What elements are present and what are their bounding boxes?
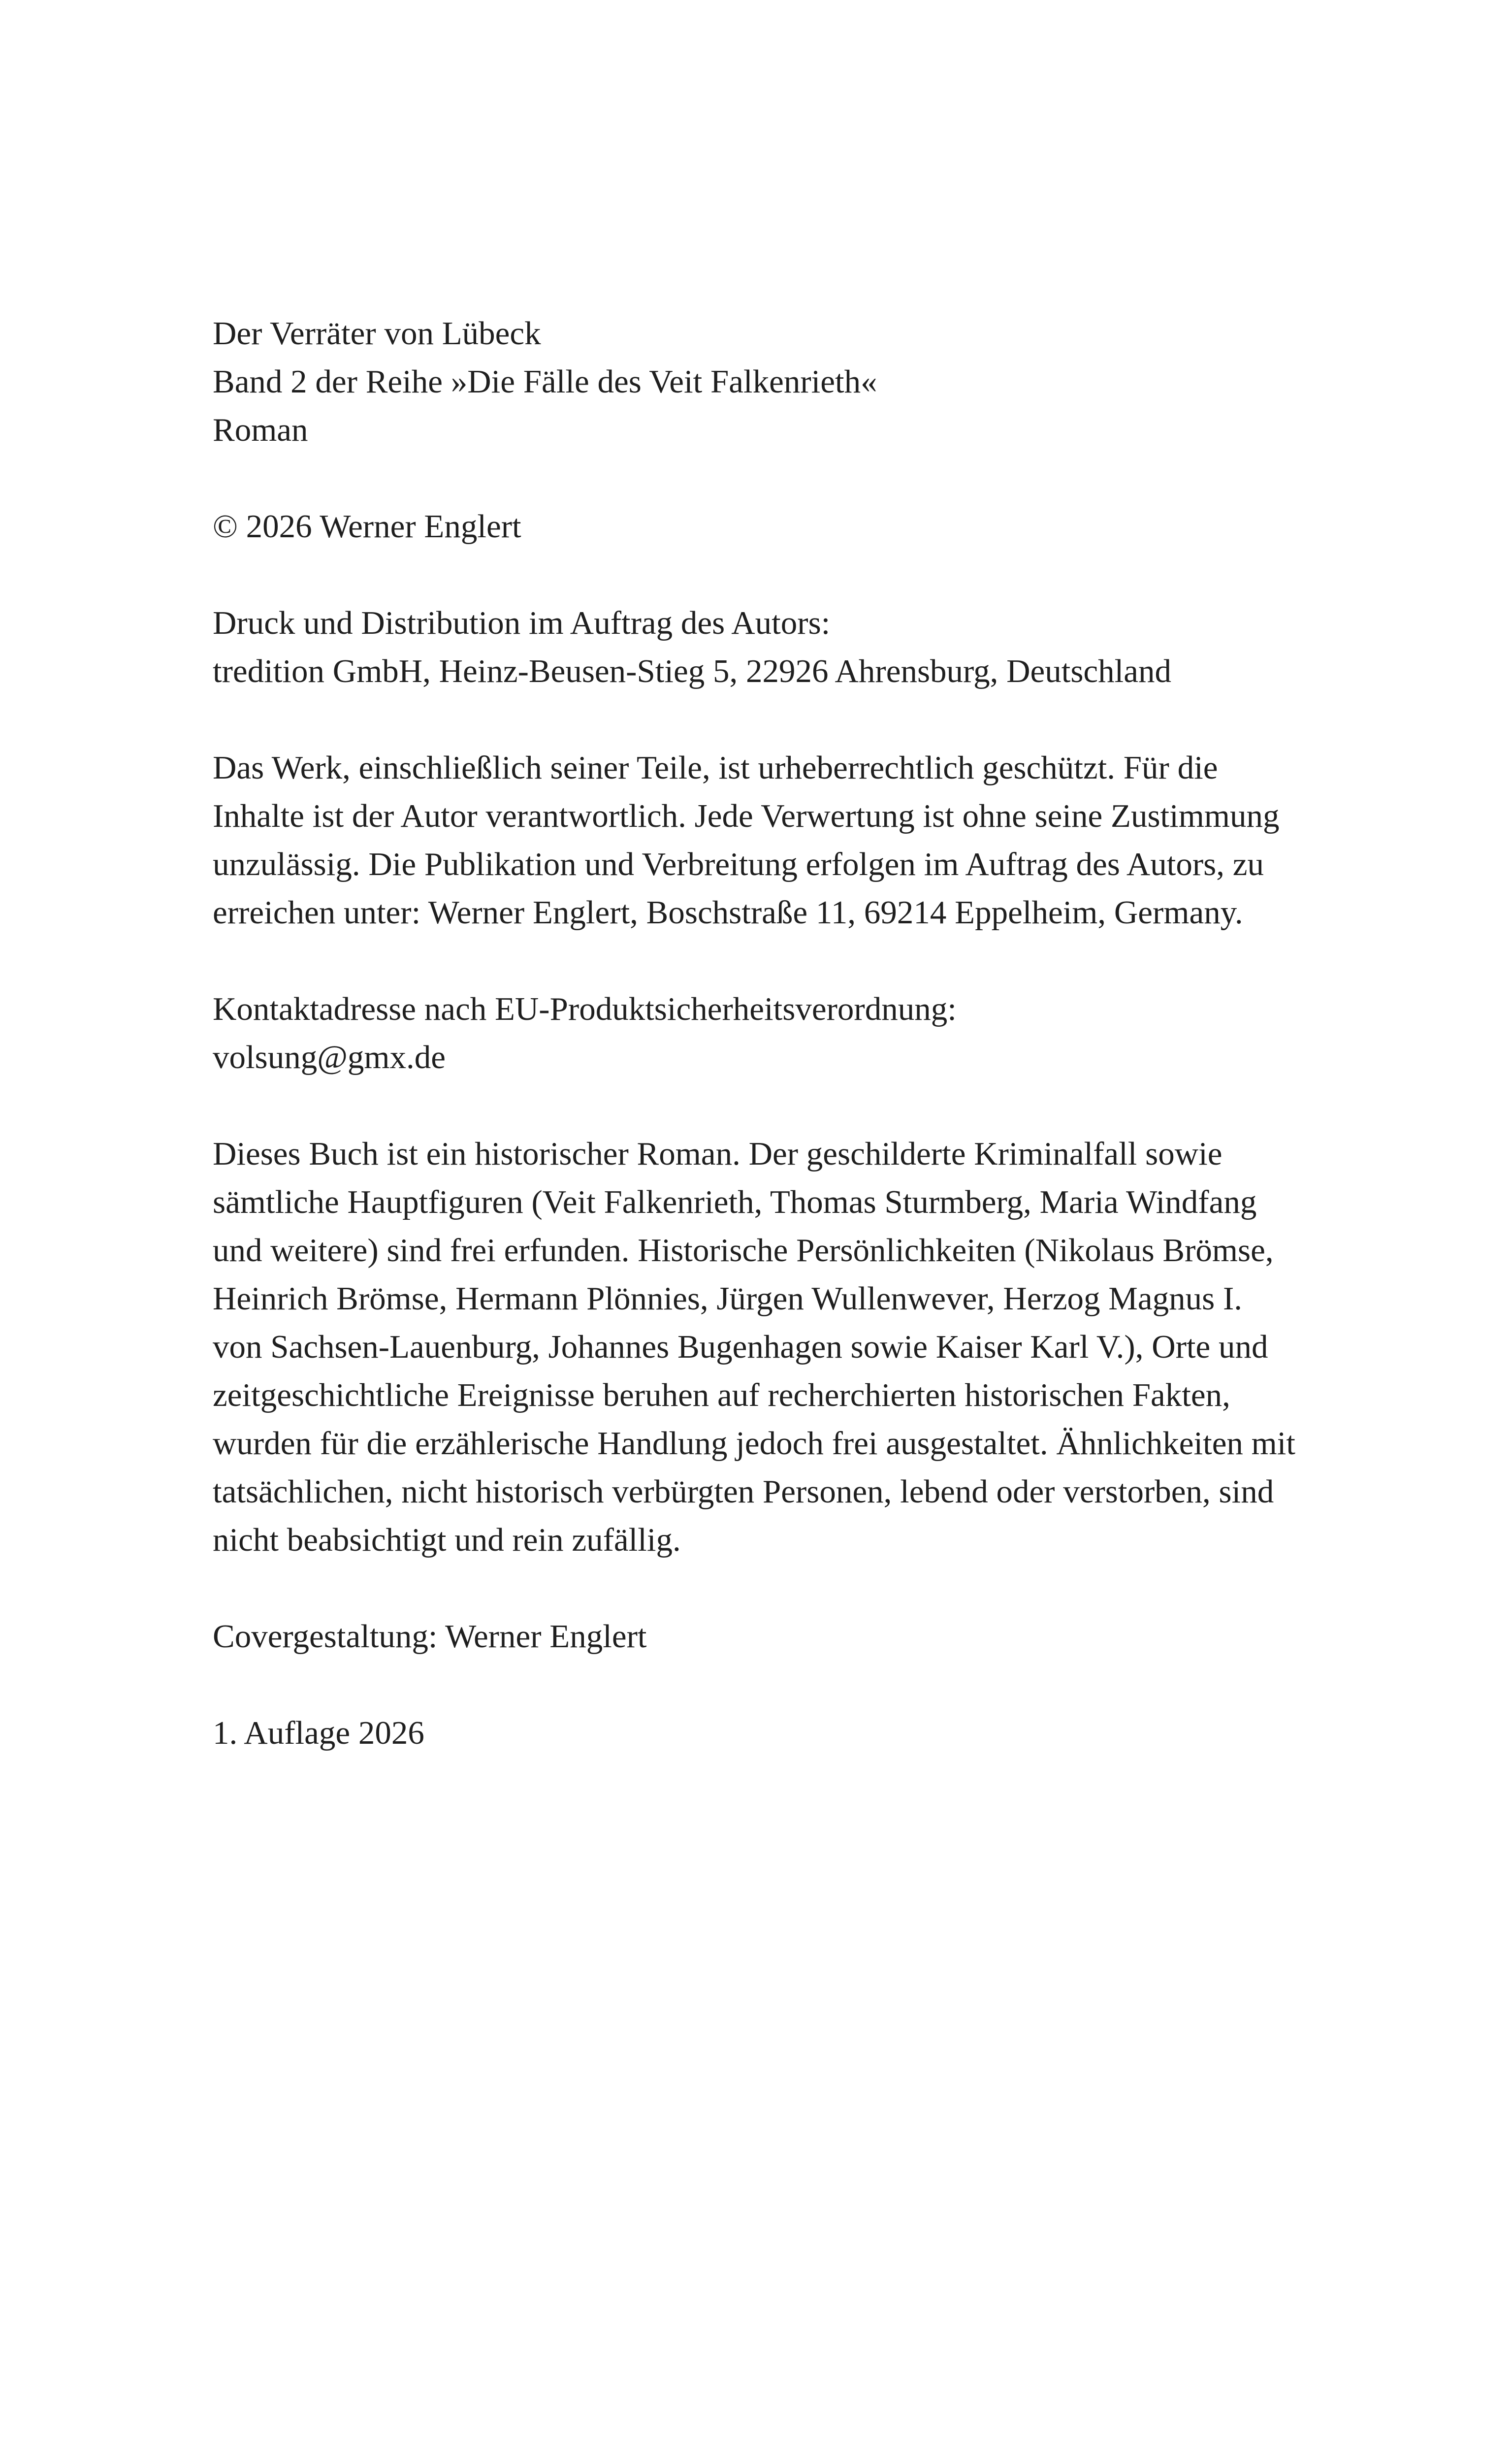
printing-block [213, 599, 1325, 695]
rights-block [213, 744, 1325, 937]
cover-credit-block [213, 1612, 1325, 1661]
book-title: Der Verräter von Lübeck [213, 315, 541, 352]
disclaimer-line: zeitgeschichtliche Ereignisse beruhen auf recherchierten historischen Fakten, [213, 1377, 1230, 1413]
rights-line: Inhalte ist der Autor verantwortlich. Jede Verwertung ist ohne seine Zustimmung [213, 798, 1280, 834]
edition-block [213, 1709, 1325, 1757]
disclaimer-line: wurden für die erzählerische Handlung jedoch frei ausgestaltet. Ähnlichkeiten mit [213, 1425, 1296, 1462]
copyright-block [213, 502, 1325, 551]
genre-line: Roman [213, 412, 308, 448]
contact-email: volsung@gmx.de [213, 1039, 446, 1075]
disclaimer-line: Heinrich Brömse, Hermann Plönnies, Jürgen Wullenwever, Herzog Magnus I. [213, 1280, 1243, 1317]
disclaimer-block [213, 1130, 1325, 1564]
printing-line-2: tredition GmbH, Heinz-Beusen-Stieg 5, 22926 Ahrensburg, Deutschland [213, 653, 1172, 689]
disclaimer-line: nicht beabsichtigt und rein zufällig. [213, 1522, 681, 1558]
title-block [213, 309, 1325, 454]
printing-line-1: Druck und Distribution im Auftrag des Autors: [213, 605, 831, 641]
disclaimer-line: von Sachsen-Lauenburg, Johannes Bugenhagen sowie Kaiser Karl V.), Orte und [213, 1329, 1268, 1365]
disclaimer-line: und weitere) sind frei erfunden. Historische Persönlichkeiten (Nikolaus Brömse, [213, 1232, 1274, 1269]
contact-label: Kontaktadresse nach EU-Produktsicherheitsverordnung: [213, 991, 957, 1027]
disclaimer-line: sämtliche Hauptfiguren (Veit Falkenrieth, Thomas Sturmberg, Maria Windfang [213, 1184, 1257, 1220]
cover-credit: Covergestaltung: Werner Englert [213, 1618, 647, 1655]
rights-line: unzulässig. Die Publikation und Verbreitung erfolgen im Auftrag des Autors, zu [213, 846, 1264, 882]
copyright-line: © 2026 Werner Englert [213, 508, 521, 545]
imprint-text [213, 309, 1325, 1805]
rights-line: Das Werk, einschließlich seiner Teile, ist urheberrechtlich geschützt. Für die [213, 749, 1218, 786]
series-line: Band 2 der Reihe »Die Fälle des Veit Falkenrieth« [213, 363, 877, 400]
disclaimer-line: Dieses Buch ist ein historischer Roman. Der geschilderte Kriminalfall sowie [213, 1136, 1222, 1172]
rights-line: erreichen unter: Werner Englert, Boschstraße 11, 69214 Eppelheim, Germany. [213, 894, 1243, 931]
disclaimer-line: tatsächlichen, nicht historisch verbürgten Personen, lebend oder verstorben, sind [213, 1473, 1274, 1510]
contact-block [213, 985, 1325, 1081]
edition-line: 1. Auflage 2026 [213, 1715, 424, 1751]
